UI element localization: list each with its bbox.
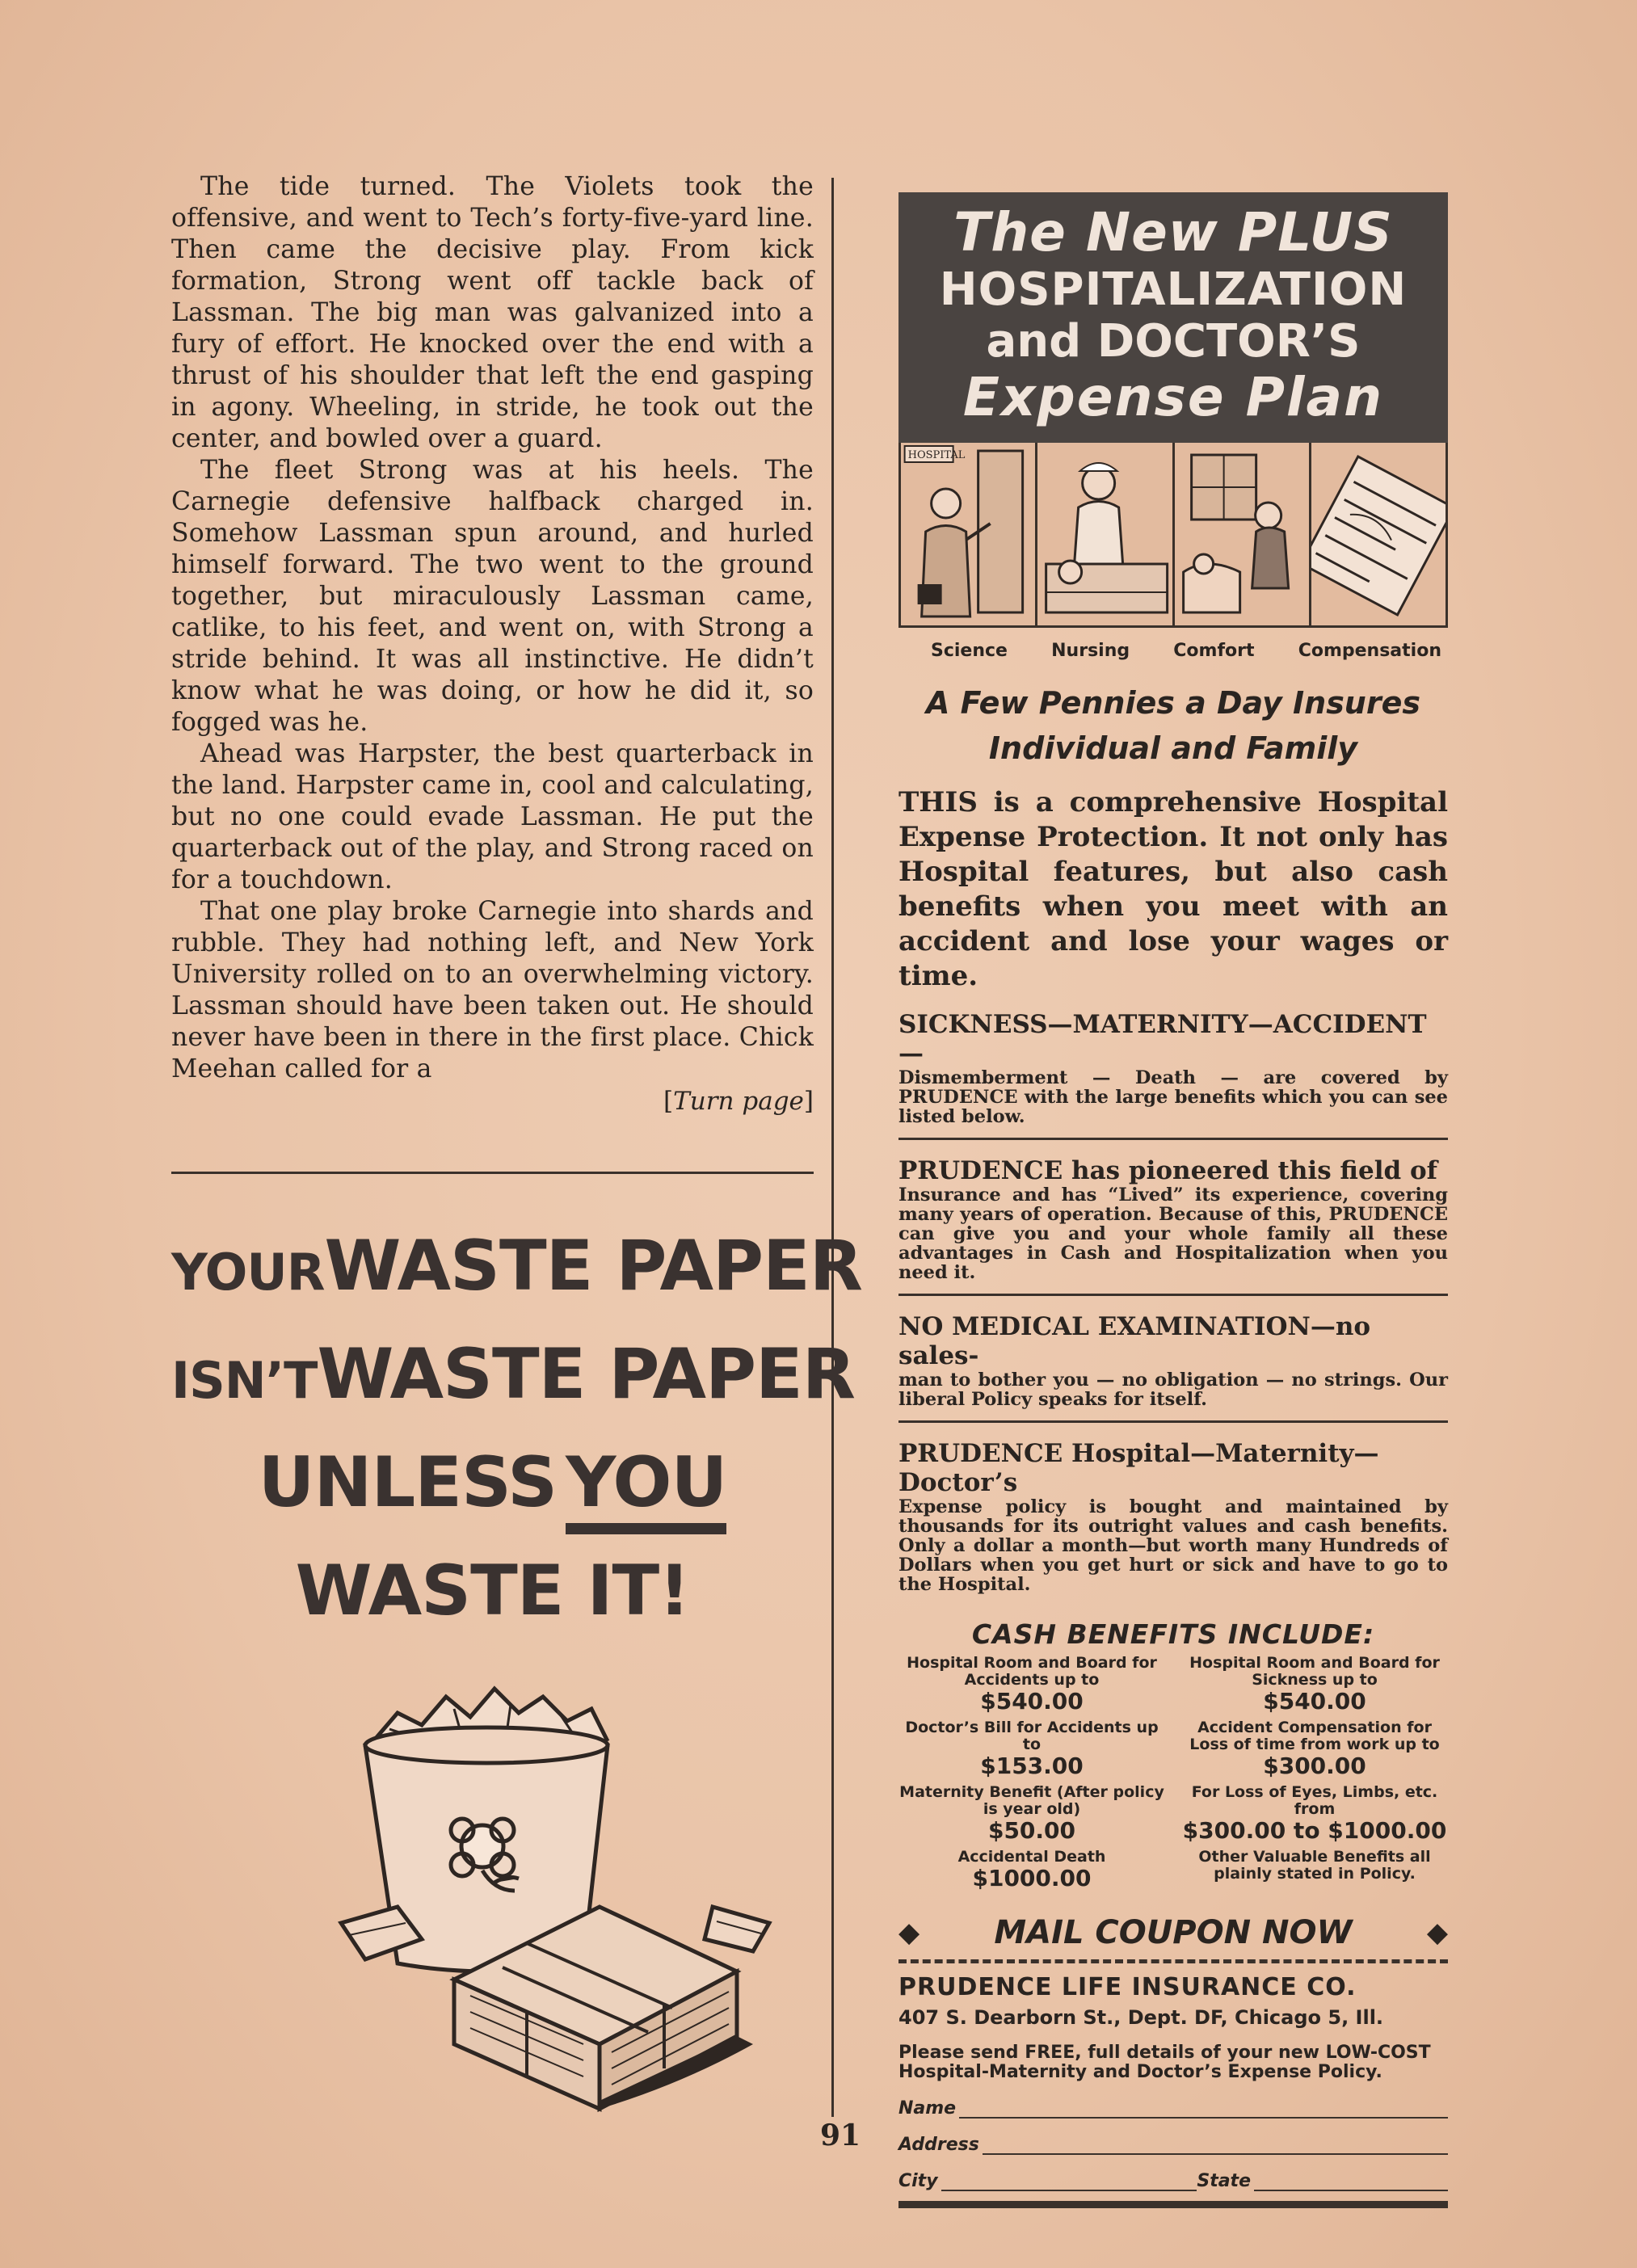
benefits-right-column — [1181, 1655, 1448, 1896]
benefit-item: For Loss of Eyes, Limbs, etc. from $300.00 to $1000.00 — [1182, 1783, 1447, 1844]
doctor-illustration — [901, 443, 1035, 625]
ad-section: PRUDENCE has pioneered this field of Insurance and has “Lived” its experience, covering many years of operation. Because of this, PRUDENCE can give you and your whole family all these advantages in Cash and Hospitalization when you need it. — [898, 1156, 1448, 1283]
svg-text:HOSPITAL: HOSPITAL — [907, 449, 966, 461]
column-divider — [831, 178, 834, 2117]
name-field-label: Name — [898, 2098, 957, 2119]
mail-coupon-banner — [898, 1914, 1448, 1951]
mail-coupon-text: MAIL COUPON NOW — [994, 1914, 1353, 1951]
company-address: 407 S. Dearborn St., Dept. DF, Chicago 5, Ill. — [898, 2006, 1384, 2029]
caption-comfort: Comfort — [1173, 641, 1255, 661]
ad-section: PRUDENCE Hospital—Maternity—Doctor’s Expense policy is bought and maintained by thousands for its outright values and cash benefits. Only a dollar a month—but worth many Hundreds of Dollars when you get hurt or sick and have to go to the Hospital. — [898, 1439, 1448, 1595]
ad-headline-block — [898, 192, 1448, 443]
ad-headline-2: HOSPITALIZATION — [939, 263, 1408, 316]
address-field-line[interactable] — [983, 2137, 1448, 2155]
waste-line-4: WASTE IT! — [295, 1551, 690, 1631]
waste-line-2: ISN’TWASTE PAPER — [171, 1334, 856, 1415]
story-text — [171, 171, 814, 1085]
ad-headline-3: and DOCTOR’S — [986, 315, 1361, 368]
cash-benefits-title: CASH BENEFITS INCLUDE: — [971, 1618, 1375, 1650]
ad-body — [898, 785, 1448, 1594]
page-number: 91 — [819, 2119, 861, 2152]
section-divider — [898, 1138, 1448, 1140]
benefit-item: Hospital Room and Board for Sickness up to $540.00 — [1189, 1654, 1440, 1715]
turn-page-note: [Turn page] — [663, 1087, 814, 1116]
story-paragraph: That one play broke Carnegie into shards and rubble. They had nothing left, and New York University rolled on to an overwhelming victory. Lassman should have been taken out. He should never have been in there in the first place. Chick Meehan called for a — [171, 897, 814, 1084]
address-field-label: Address — [898, 2135, 979, 2155]
science-panel — [901, 443, 1037, 625]
benefit-item: Doctor’s Bill for Accidents up to $153.00 — [905, 1719, 1159, 1779]
panel-captions — [898, 628, 1448, 661]
cash-benefits-grid — [898, 1655, 1448, 1896]
benefit-item: Accidental Death $1000.00 — [957, 1848, 1106, 1891]
section-divider — [898, 1294, 1448, 1296]
benefit-item: Hospital Room and Board for Accidents up to $540.00 — [907, 1654, 1157, 1715]
arrow-left-icon: ◆ — [1426, 1917, 1448, 1949]
coupon-cut-line — [898, 1959, 1448, 1963]
state-field-line[interactable] — [1254, 2173, 1448, 2191]
illustration-panels — [898, 443, 1448, 628]
comfort-panel — [1175, 443, 1311, 625]
city-field-line[interactable] — [941, 2173, 1197, 2191]
ad-headline-4: Expense Plan — [962, 366, 1384, 428]
name-field-line[interactable] — [959, 2101, 1448, 2119]
caption-nursing: Nursing — [1051, 641, 1130, 661]
turn-page-text: Turn page — [673, 1087, 804, 1116]
caption-compensation: Compensation — [1298, 641, 1441, 661]
nurse-illustration — [1037, 443, 1172, 625]
caption-science: Science — [931, 641, 1008, 661]
story-paragraph: Ahead was Harpster, the best quarterback in the land. Harpster came in, cool and calculating, but no one could evade Lassman. He put the quarterback out of the play, and Strong raced on for a touchdown. — [171, 739, 814, 894]
story-paragraph: The tide turned. The Violets took the offensive, and went to Tech’s forty-five-yard line. Then came the decisive play. From kick formation, Strong went off tackle back of Lassman. The big man was galvanized into a fury of effort. He knocked over the end with a thrust of his shoulder that left the end gasping in agony. Wheeling, in stride, he took out the center, and bowled over a guard. — [171, 172, 814, 453]
ad-lead-text: THIS is a comprehensive Hospital Expense Protection. It not only has Hospital features, but also cash benefits when you meet with an accident and lose your wages or time. — [898, 786, 1448, 992]
arrow-right-icon: ◆ — [898, 1917, 920, 1949]
state-field-label: State — [1197, 2171, 1251, 2191]
name-field[interactable] — [898, 2098, 1448, 2119]
ad-tagline: A Few Pennies a Day Insures Individual and Family — [926, 685, 1420, 766]
ad-section: SICKNESS—MATERNITY—ACCIDENT— Dismemberment — Death — are covered by PRUDENCE with the large benefits which you can see listed below. — [898, 1010, 1448, 1127]
address-field[interactable] — [898, 2135, 1448, 2155]
waste-line-3: UNLESS YOU — [171, 1429, 814, 1537]
story-paragraph: The fleet Strong was at his heels. The Carnegie defensive halfback charged in. Somehow Lassman spun around, and hurled himself forward. The two went to the ground together, but miraculously Lassman came, catlike, to his feet, and went on, with Strong a stride behind. It was all instinctive. He didn’t know what he was doing, or how he did it, so fogged was he. — [171, 456, 814, 737]
patient-illustration — [1175, 443, 1309, 625]
compensation-panel — [1311, 443, 1446, 625]
section-divider — [898, 1420, 1448, 1423]
nursing-panel — [1037, 443, 1174, 625]
city-state-field[interactable] — [898, 2171, 1448, 2191]
check-illustration — [1311, 443, 1446, 625]
benefit-item: Accident Compensation for Loss of time from work up to $300.00 — [1189, 1719, 1440, 1779]
waste-line-1: YOURWASTE PAPER — [171, 1226, 863, 1307]
waste-paper-ad — [171, 1212, 863, 1645]
company-name: PRUDENCE LIFE INSURANCE CO. — [898, 1973, 1357, 2001]
insurance-ad — [898, 192, 1448, 2208]
ad-headline-1: The New PLUS — [953, 201, 1393, 263]
coupon-bottom-bar — [898, 2201, 1448, 2208]
wastebasket-illustration — [333, 1664, 785, 2117]
city-field-label: City — [898, 2171, 938, 2191]
coupon-request-text: Please send FREE, full details of your new LOW-COST Hospital-Maternity and Doctor’s Expense Policy. — [898, 2043, 1431, 2082]
benefit-item: Other Valuable Benefits all plainly stated in Policy. — [1198, 1848, 1431, 1883]
benefit-item: Maternity Benefit (After policy is year old) $50.00 — [899, 1783, 1164, 1844]
horizontal-divider — [171, 1172, 814, 1174]
story-column — [171, 171, 814, 1116]
ad-section: NO MEDICAL EXAMINATION—no sales- man to bother you — no obligation — no strings. Our liberal Policy speaks for itself. — [898, 1312, 1448, 1410]
benefits-left-column — [898, 1655, 1165, 1896]
